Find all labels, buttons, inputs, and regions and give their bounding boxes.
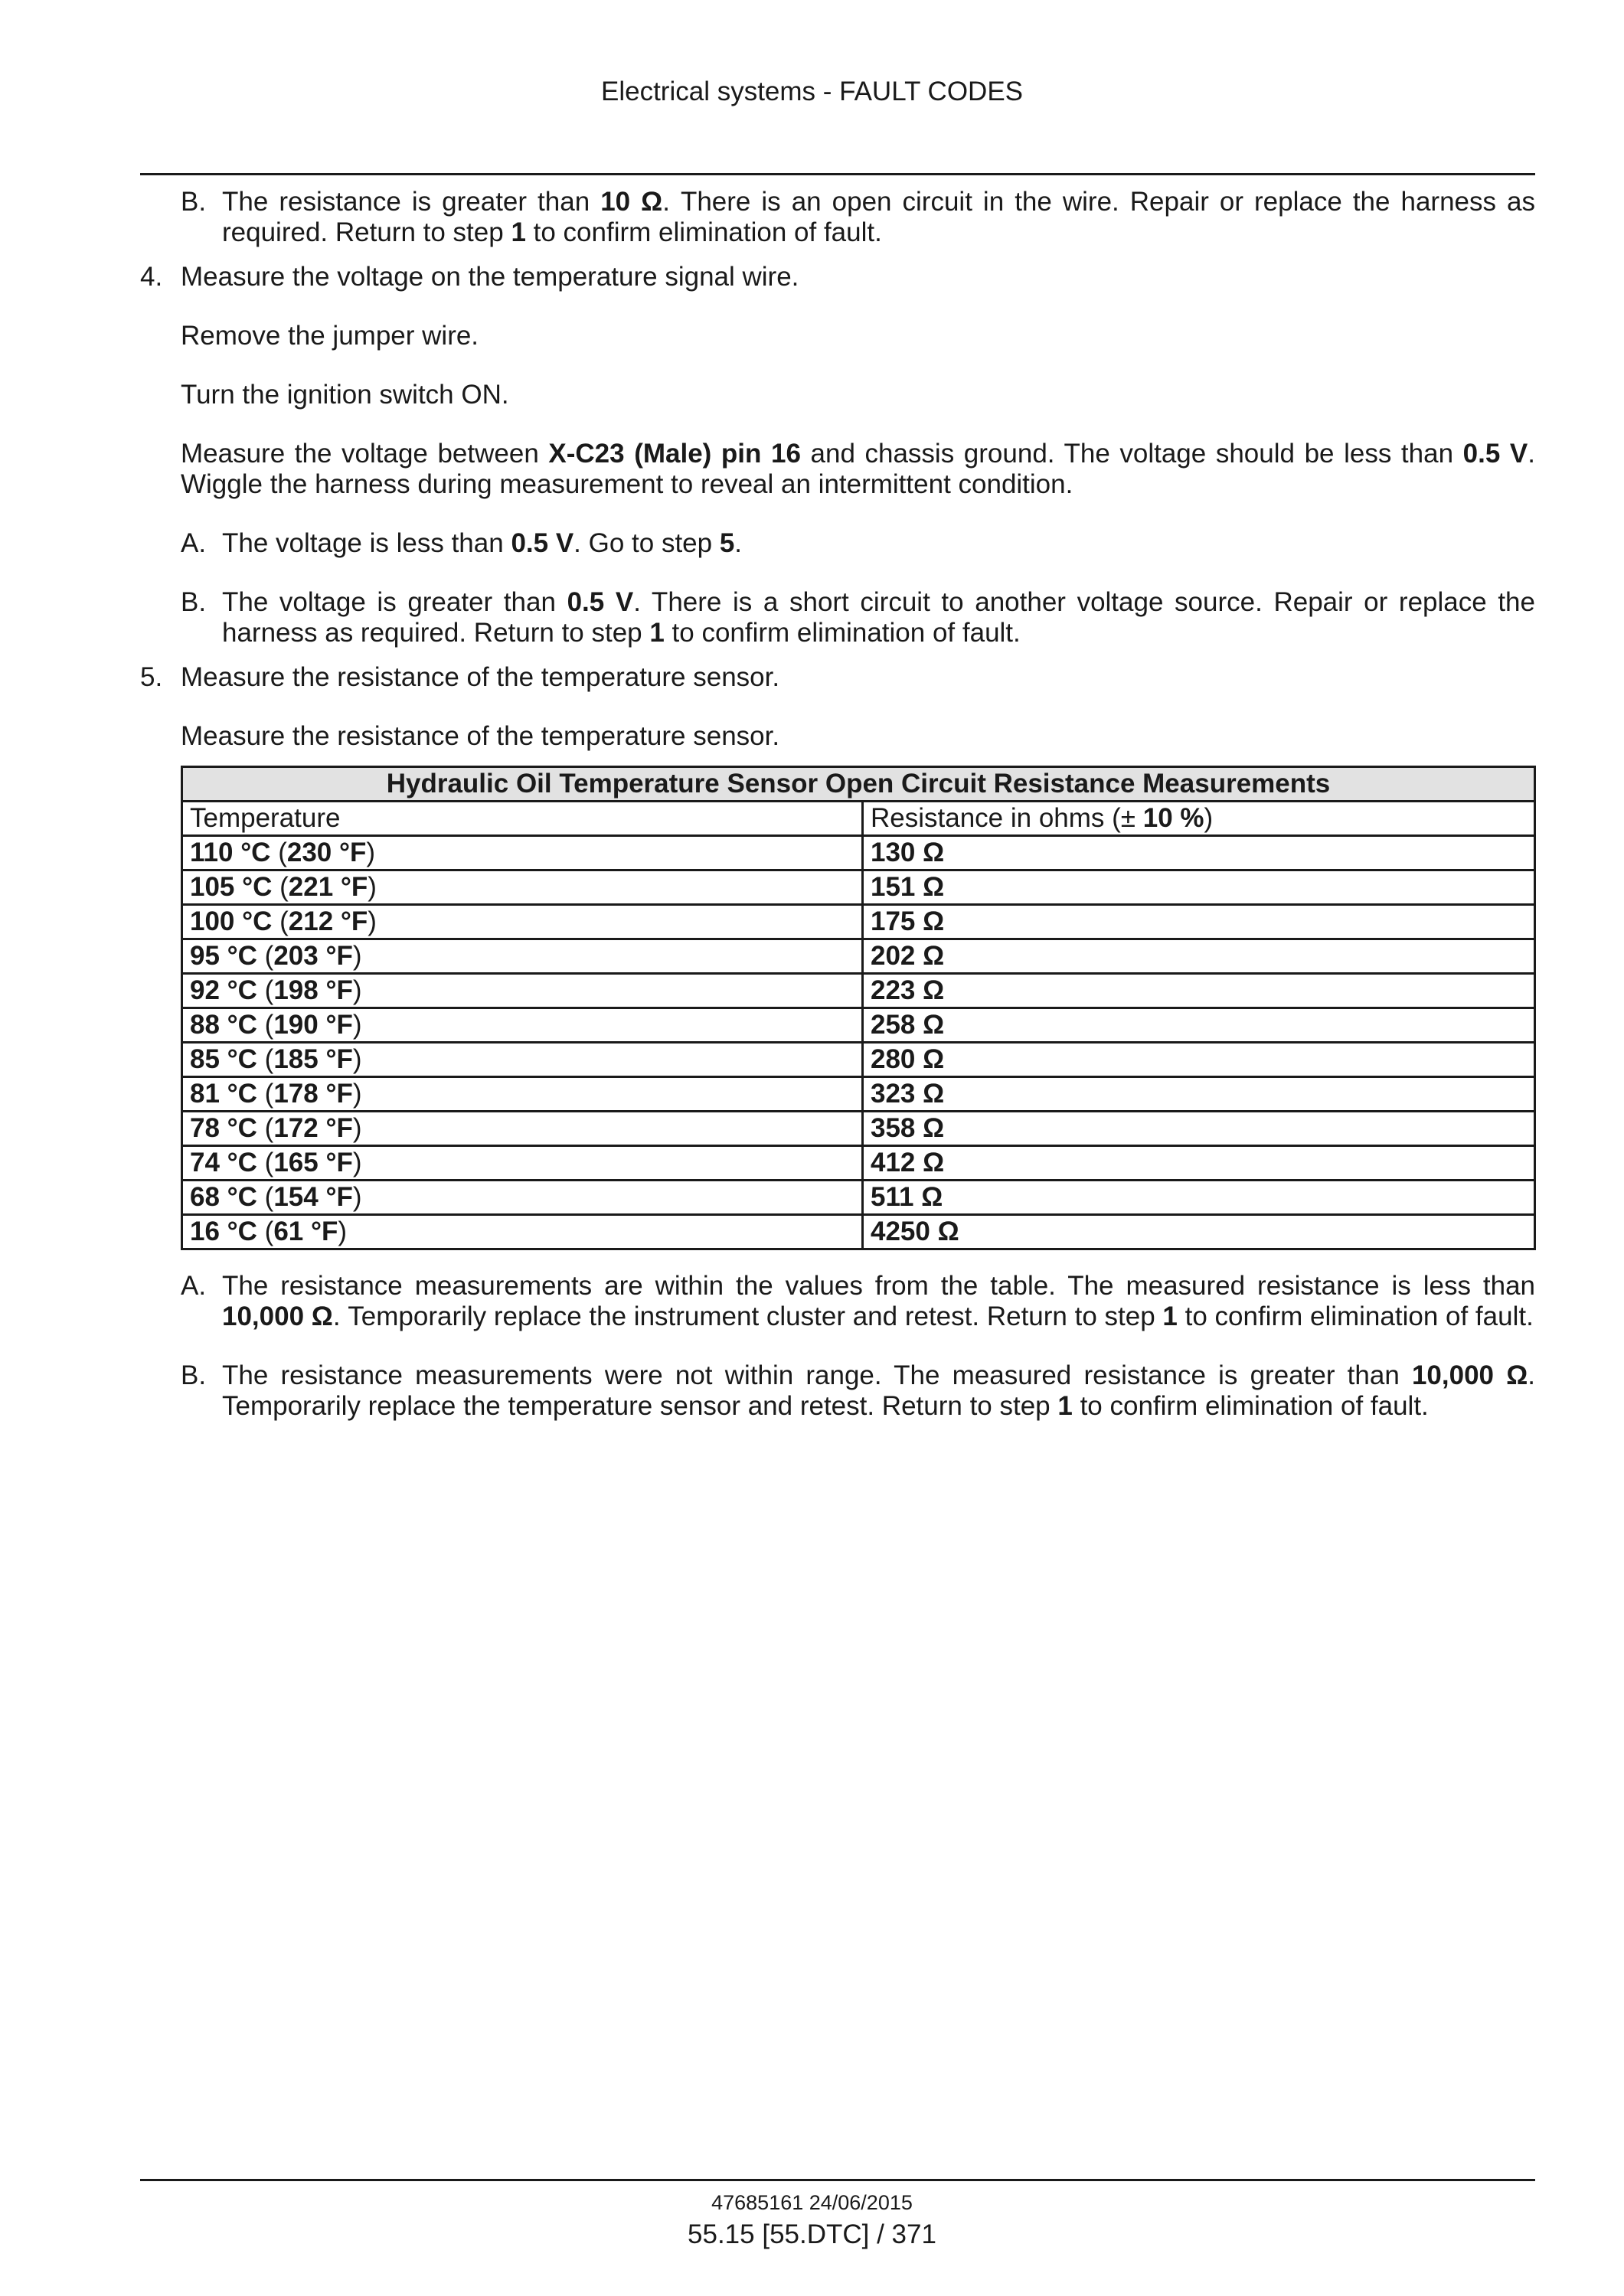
table-row [182, 1215, 1535, 1249]
column-header-temperature: Temperature [182, 802, 863, 836]
temperature-cell: 68 °C (154 °F) [182, 1181, 863, 1215]
step-4-instruction-1: Remove the jumper wire. [181, 321, 479, 351]
step-4-number: 4. [140, 262, 163, 292]
table-row [182, 939, 1535, 974]
resistance-cell: 175 Ω [863, 905, 1535, 939]
table-row [182, 1181, 1535, 1215]
step-4a-label: A. [181, 528, 207, 558]
resistance-cell: 151 Ω [863, 870, 1535, 905]
table-row [182, 870, 1535, 905]
step-4b-text: The voltage is greater than 0.5 V. There is a short circuit to another voltage source. Repair or replace the harness as required. Return to step 1 to confirm elimination of fault. [222, 587, 1535, 648]
footer-page-reference: 55.15 [55.DTC] / 371 [688, 2219, 936, 2249]
resistance-cell: 202 Ω [863, 939, 1535, 974]
resistance-cell: 130 Ω [863, 836, 1535, 870]
table-row [182, 1146, 1535, 1181]
step-4a-text: The voltage is less than 0.5 V. Go to step 5. [222, 528, 743, 558]
temperature-cell: 92 °C (198 °F) [182, 974, 863, 1008]
resistance-cell: 511 Ω [863, 1181, 1535, 1215]
table-caption: Hydraulic Oil Temperature Sensor Open Circuit Resistance Measurements [182, 767, 1535, 802]
column-header-resistance: Resistance in ohms (± 10 %) [863, 802, 1535, 836]
step-5-title: Measure the resistance of the temperature sensor. [181, 662, 780, 692]
step-5b-label: B. [181, 1360, 207, 1390]
step-3b-item [0, 187, 1624, 248]
footer-document-code: 47685161 24/06/2015 [711, 2191, 913, 2214]
resistance-cell: 223 Ω [863, 974, 1535, 1008]
resistance-cell: 323 Ω [863, 1077, 1535, 1112]
header-divider [140, 173, 1535, 175]
step-3b-text: The resistance is greater than 10 Ω. There is an open circuit in the wire. Repair or replace the harness as required. Return to step 1 to confirm elimination of fault. [222, 187, 1536, 247]
step-5-number: 5. [140, 662, 163, 692]
resistance-cell: 412 Ω [863, 1146, 1535, 1181]
step-4-instruction-2: Turn the ignition switch ON. [181, 380, 509, 410]
resistance-cell: 4250 Ω [863, 1215, 1535, 1249]
resistance-cell: 358 Ω [863, 1112, 1535, 1146]
temperature-cell: 105 °C (221 °F) [182, 870, 863, 905]
step-5b-item [0, 1360, 1624, 1422]
step-5a-item [0, 1271, 1624, 1332]
step-5-instruction-1: Measure the resistance of the temperature sensor. [181, 721, 780, 751]
table-header-row [182, 802, 1535, 836]
temperature-cell: 85 °C (185 °F) [182, 1043, 863, 1077]
temperature-cell: 110 °C (230 °F) [182, 836, 863, 870]
table-row [182, 1077, 1535, 1112]
table-row [182, 1008, 1535, 1043]
table-row [182, 905, 1535, 939]
temperature-cell: 88 °C (190 °F) [182, 1008, 863, 1043]
temperature-cell: 78 °C (172 °F) [182, 1112, 863, 1146]
step-4b-label: B. [181, 587, 207, 617]
resistance-table [181, 766, 1536, 1250]
step-5-heading [0, 662, 1624, 693]
table-body [182, 836, 1535, 1249]
footer-divider [140, 2179, 1535, 2181]
table-row [182, 1043, 1535, 1077]
step-5b-text: The resistance measurements were not within range. The measured resistance is greater than 10,000 Ω. Temporarily replace the temperature sensor and retest. Return to step 1 to confirm elimination of fault. [222, 1360, 1535, 1421]
table-row [182, 1112, 1535, 1146]
temperature-cell: 16 °C (61 °F) [182, 1215, 863, 1249]
step-5a-text: The resistance measurements are within the values from the table. The measured resistance is less than 10,000 Ω. Temporarily replace the instrument cluster and retest. Return to step 1 to confirm elimination of fault. [222, 1271, 1535, 1331]
step-4a-item [0, 528, 1624, 559]
page-header-title: Electrical systems - FAULT CODES [600, 77, 1024, 106]
temperature-cell: 81 °C (178 °F) [182, 1077, 863, 1112]
resistance-cell: 280 Ω [863, 1043, 1535, 1077]
table-row [182, 974, 1535, 1008]
resistance-cell: 258 Ω [863, 1008, 1535, 1043]
step-5a-label: A. [181, 1271, 207, 1301]
temperature-cell: 74 °C (165 °F) [182, 1146, 863, 1181]
page-content [0, 187, 1624, 1422]
table-caption-row [182, 767, 1535, 802]
table-row [182, 836, 1535, 870]
temperature-cell: 100 °C (212 °F) [182, 905, 863, 939]
step-4b-item [0, 587, 1624, 648]
step-4-instruction-3: Measure the voltage between X-C23 (Male) pin 16 and chassis ground. The voltage should be less than 0.5 V. Wiggle the harness during measurement to reveal an intermittent condition. [181, 439, 1535, 499]
temperature-cell: 95 °C (203 °F) [182, 939, 863, 974]
step-4-title: Measure the voltage on the temperature signal wire. [181, 262, 799, 292]
step-3b-label: B. [181, 187, 207, 217]
step-4-heading [0, 262, 1624, 292]
